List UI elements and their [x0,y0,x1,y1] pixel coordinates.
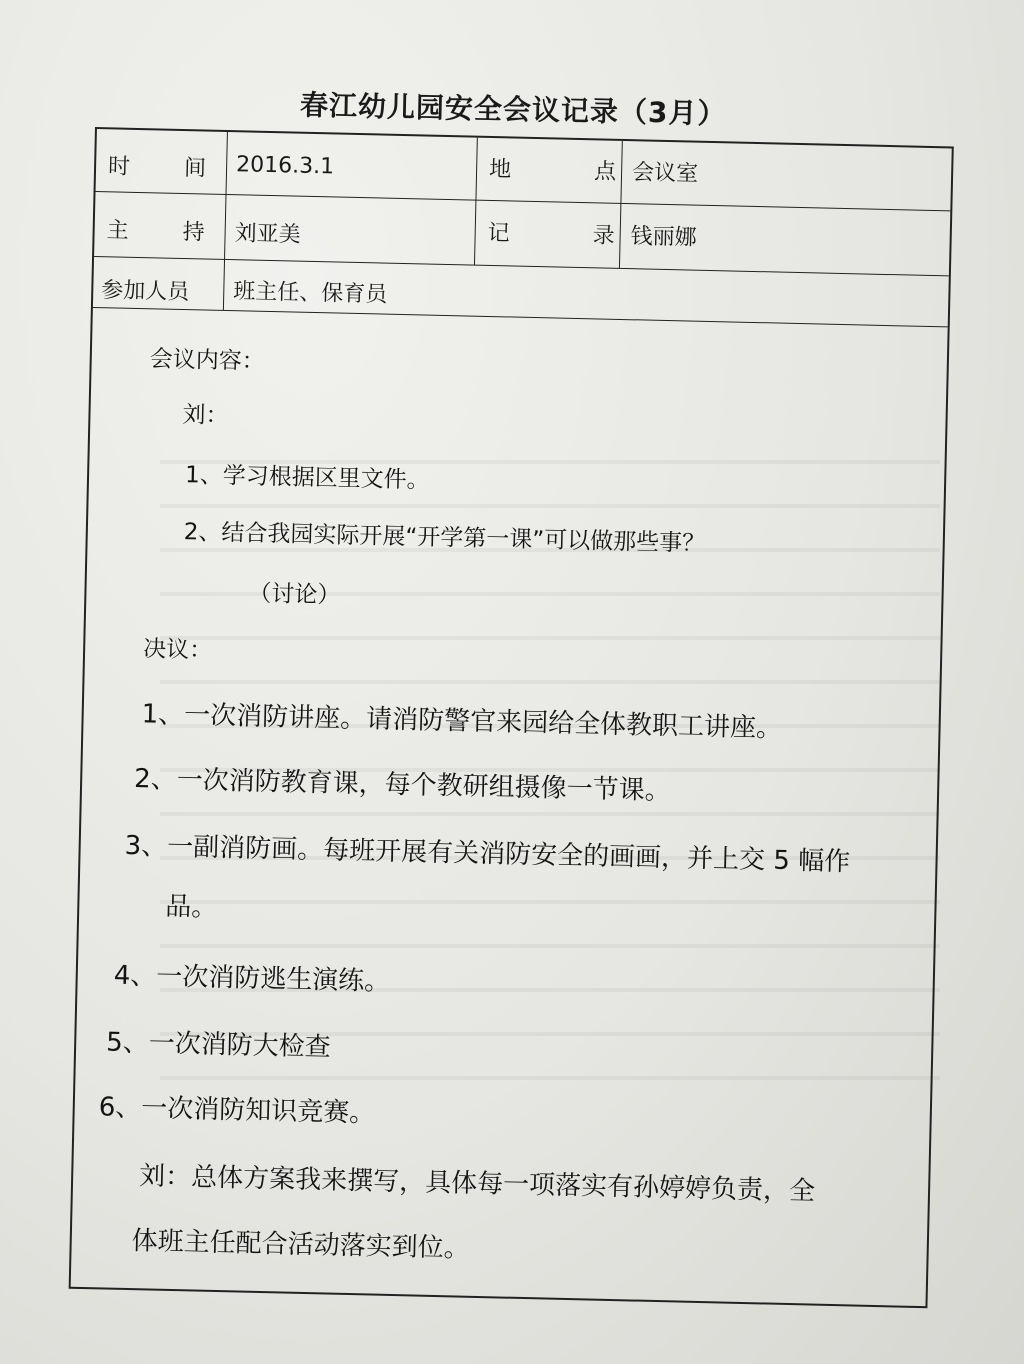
resolution-heading: 决议： [142,636,213,664]
closing-line-2: 体班主任配合活动落实到位。 [131,1226,471,1264]
resolution-1: 1、一次消防讲座。请消防警官来园给全体教职工讲座。 [141,699,783,744]
resolution-5: 5、一次消防大检查 [105,1027,332,1063]
place-label-1: 地 [488,156,512,183]
content-heading: 会议内容： [149,346,266,375]
host-label-1: 主 [106,218,129,244]
closing-line-1: 刘：总体方案我来撰写，具体每一项落实有孙婷婷负责，全 [138,1161,816,1207]
row-divider-3 [93,307,948,327]
recorder-label-2: 录 [592,223,615,249]
resolution-4: 4、一次消防逃生演练。 [113,960,391,997]
resolution-3-cont: 品。 [164,891,218,923]
meeting-record-table [69,127,954,1308]
time-value: 2016.3.1 [235,152,335,180]
host-value: 刘亚美 [234,221,301,248]
col-divider-1 [223,132,228,310]
participants-label: 参加人员 [101,278,190,306]
row-divider-1 [96,191,951,211]
discussion-note: （讨论） [248,580,341,609]
host-label-2: 持 [182,220,205,246]
document-title: 春江幼儿园安全会议记录（3月） [299,88,727,131]
place-label-2: 点 [593,159,617,185]
row-divider-2 [94,256,949,276]
participants-value: 班主任、保育员 [233,279,388,308]
col-divider-3 [619,141,623,268]
time-label-2: 间 [183,156,207,182]
col-divider-2 [474,138,478,265]
recorder-value: 钱丽娜 [630,224,697,251]
resolution-6: 6、一次消防知识竞赛。 [98,1092,376,1129]
resolution-2: 2、一次消防教育课，每个教研组摄像一节课。 [133,764,671,807]
place-value: 会议室 [631,160,699,187]
time-label-1: 时 [107,154,131,180]
agenda-item-2: 2、结合我园实际开展“开学第一课”可以做那些事？ [183,519,706,557]
recorder-label-1: 记 [487,220,510,247]
agenda-item-1: 1、学习根据区里文件。 [184,462,430,494]
speaker-label: 刘： [182,402,229,430]
resolution-3: 3、一副消防画。每班开展有关消防安全的画画，并上交 5 幅作 [124,830,851,878]
